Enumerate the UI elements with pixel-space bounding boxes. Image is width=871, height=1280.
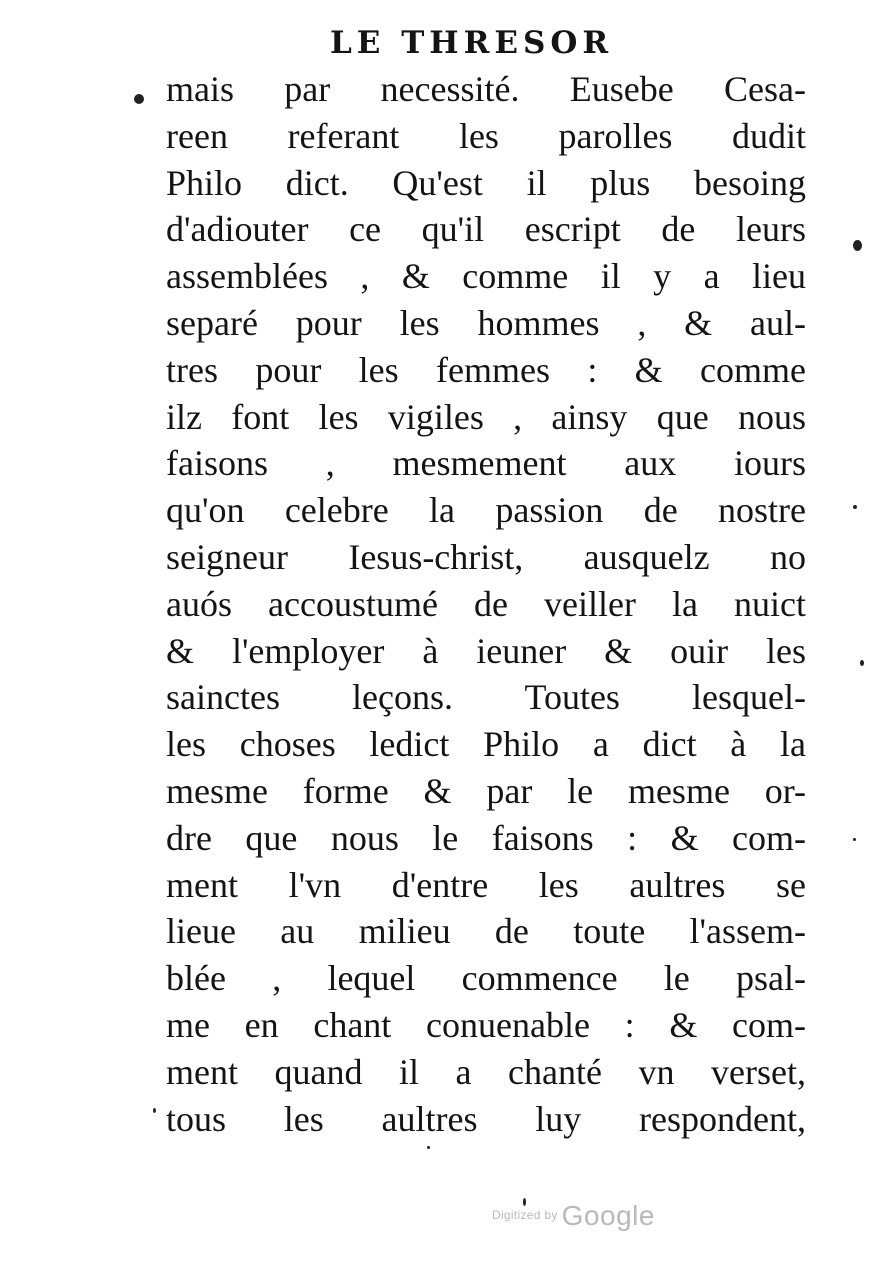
text-line: seigneur Iesus-christ, ausquelz no xyxy=(166,536,806,577)
text-line: faisons , mesmement aux iours xyxy=(166,443,806,484)
body-text xyxy=(166,66,806,1142)
ink-speck xyxy=(860,660,864,666)
text-line: blée , lequel commence le psal- xyxy=(166,958,806,999)
text-line: me en chant conuenable : & com- xyxy=(166,1004,806,1045)
text-line: tres pour les femmes : & comme xyxy=(166,349,806,390)
text-line: lieue au milieu de toute l'assem- xyxy=(166,911,806,952)
text-line: d'adiouter ce qu'il escript de leurs xyxy=(166,209,806,250)
text-line: qu'on celebre la passion de nostre xyxy=(166,490,806,531)
watermark-brand: Google xyxy=(561,1200,655,1231)
text-line: ment l'vn d'entre les aultres se xyxy=(166,864,806,905)
text-line: dre que nous le faisons : & com- xyxy=(166,817,806,858)
text-line: auós accoustumé de veiller la nuict xyxy=(166,583,806,624)
text-line: Philo dict. Qu'est il plus besoing xyxy=(166,162,806,203)
digitized-by-google-watermark xyxy=(492,1200,655,1240)
ink-speck xyxy=(427,1146,430,1149)
text-line: sainctes leçons. Toutes lesquel- xyxy=(166,677,806,718)
text-line: separé pour les hommes , & aul- xyxy=(166,302,806,343)
running-head: LE THRESOR xyxy=(330,25,614,61)
text-line: mesme forme & par le mesme or- xyxy=(166,770,806,811)
watermark-prefix: Digitized by xyxy=(492,1208,558,1222)
text-line: reen referant les parolles dudit xyxy=(166,115,806,156)
text-line: ilz font les vigiles , ainsy que nous xyxy=(166,396,806,437)
text-line: & l'employer à ieuner & ouir les xyxy=(166,630,806,671)
text-line: mais par necessité. Eusebe Cesa- xyxy=(166,69,806,109)
ink-speck xyxy=(853,838,856,841)
ink-speck xyxy=(134,94,144,104)
text-line: assemblées , & comme il y a lieu xyxy=(166,256,806,297)
text-line: tous les aultres luy respondent, xyxy=(166,1098,806,1139)
ink-speck xyxy=(153,1108,156,1113)
text-line: les choses ledict Philo a dict à la xyxy=(166,724,806,765)
ink-speck xyxy=(853,505,857,509)
ink-speck xyxy=(853,240,862,251)
text-line: ment quand il a chanté vn verset, xyxy=(166,1051,806,1092)
